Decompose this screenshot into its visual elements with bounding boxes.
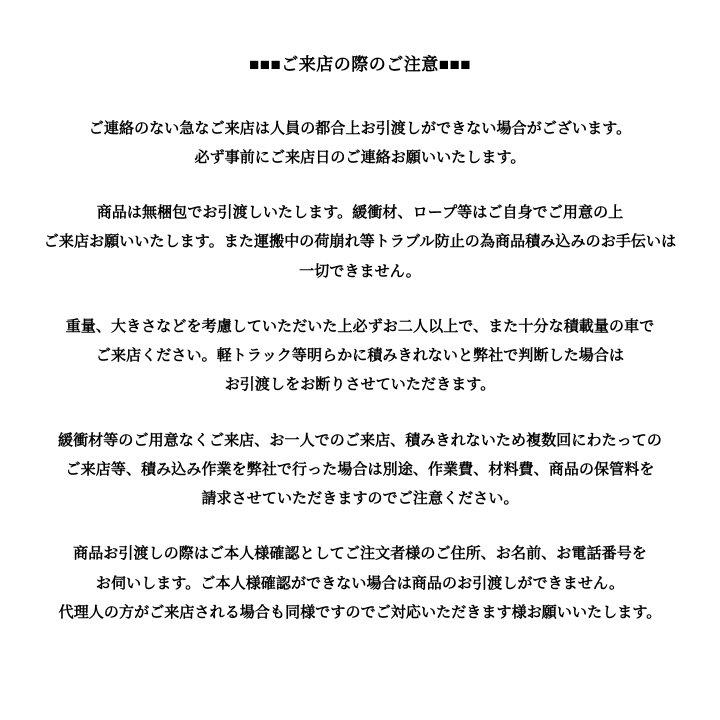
page-title: ■■■ご来店の際のご注意■■■ bbox=[248, 55, 472, 74]
notice-paragraph-1: ご連絡のない急なご来店は人員の都合上お引渡しができない場合がございます。 必ず事前にご来店日のご連絡お願いいたします。 bbox=[88, 119, 632, 166]
notice-paragraph-2: 商品は無梱包でお引渡しいたします。緩衝材、ロープ等はご自身でご用意の上 ご来店お願いいたします。また運搬中の荷崩れ等トラブル防止の為商品積み込みのお手伝いは 一切できません。 bbox=[43, 204, 677, 280]
notice-paragraph-5: 商品お引渡しの際はご本人様確認としてご注文者様のご住所、お名前、お電話番号を お伺いします。ご本人様確認ができない場合は商品のお引渡しができません。 代理人の方がご来店される場合も同様ですのでご対応いただきます様お願いいたします。 bbox=[58, 545, 662, 621]
notice-paragraph-4: 緩衝材等のご用意なくご来店、お一人でのご来店、積みきれないため複数回にわたっての ご来店等、積み込み作業を弊社で行った場合は別途、作業費、材料費、商品の保管料を 請求させていただきますのでご注意ください。 bbox=[57, 431, 662, 507]
notice-paragraph-3: 重量、大きさなどを考慮していただいた上必ずお二人以上で、また十分な積載量の車で ご来店ください。軽トラック等明らかに積みきれないと弊社で判断した場合は お引渡しをお断りさせていただきます。 bbox=[65, 317, 655, 394]
